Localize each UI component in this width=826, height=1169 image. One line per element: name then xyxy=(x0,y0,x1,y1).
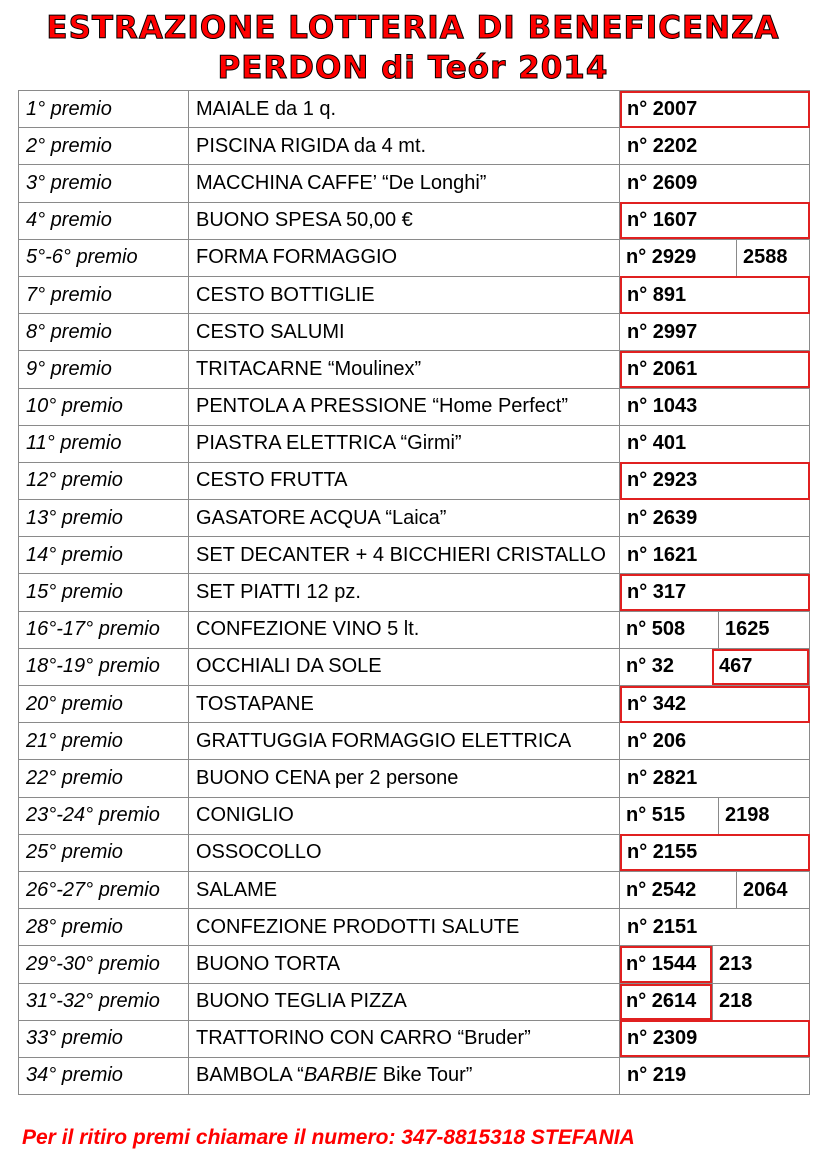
winning-number xyxy=(620,648,810,685)
table-row xyxy=(19,165,810,202)
table-row xyxy=(19,909,810,946)
prize-item: GRATTUGGIA FORMAGGIO ELETTRICA xyxy=(189,723,620,760)
winning-number-2: 2064 xyxy=(736,872,809,908)
prize-rank: 28° premio xyxy=(19,909,189,946)
table-row xyxy=(19,834,810,871)
winning-number: n° 2609 xyxy=(620,165,810,202)
winning-number: n° 2151 xyxy=(620,909,810,946)
prize-item: TRITACARNE “Moulinex” xyxy=(189,351,620,388)
winning-number: n° 2202 xyxy=(620,128,810,165)
table-row xyxy=(19,276,810,313)
prize-rank: 12° premio xyxy=(19,462,189,499)
table-row xyxy=(19,537,810,574)
prize-rank: 31°-32° premio xyxy=(19,983,189,1020)
winning-number-2: 2588 xyxy=(736,240,809,276)
prize-rank: 11° premio xyxy=(19,425,189,462)
prize-item: CONIGLIO xyxy=(189,797,620,834)
prize-rank: 7° premio xyxy=(19,276,189,313)
prize-rank: 25° premio xyxy=(19,834,189,871)
prize-item: TRATTORINO CON CARRO “Bruder” xyxy=(189,1020,620,1057)
winning-number: n° 2821 xyxy=(620,760,810,797)
winning-number-1: n° 2542 xyxy=(626,878,697,901)
winning-number: n° 2155 xyxy=(620,834,810,871)
winning-number: n° 891 xyxy=(620,276,810,313)
table-row xyxy=(19,351,810,388)
prize-rank: 4° premio xyxy=(19,202,189,239)
prize-rank: 5°-6° premio xyxy=(19,239,189,276)
prize-rank: 22° premio xyxy=(19,760,189,797)
prize-table xyxy=(18,90,810,1095)
prize-rank: 18°-19° premio xyxy=(19,648,189,685)
winning-number: n° 1043 xyxy=(620,388,810,425)
prize-item: CESTO FRUTTA xyxy=(189,462,620,499)
winning-number: n° 2997 xyxy=(620,314,810,351)
winning-number: n° 401 xyxy=(620,425,810,462)
winning-number: n° 342 xyxy=(620,686,810,723)
winning-number xyxy=(620,983,810,1020)
winning-number-1: n° 2929 xyxy=(626,246,697,269)
prize-rank: 21° premio xyxy=(19,723,189,760)
prize-rank: 16°-17° premio xyxy=(19,611,189,648)
prize-item: CESTO BOTTIGLIE xyxy=(189,276,620,313)
prize-item: FORMA FORMAGGIO xyxy=(189,239,620,276)
prize-item: TOSTAPANE xyxy=(189,686,620,723)
prize-item: BAMBOLA “BARBIE Bike Tour” xyxy=(189,1057,620,1094)
prize-item: PISCINA RIGIDA da 4 mt. xyxy=(189,128,620,165)
winning-number: n° 206 xyxy=(620,723,810,760)
table-row xyxy=(19,1020,810,1057)
prize-item: GASATORE ACQUA “Laica” xyxy=(189,500,620,537)
table-row xyxy=(19,462,810,499)
table-row xyxy=(19,946,810,983)
winning-number: n° 317 xyxy=(620,574,810,611)
table-row xyxy=(19,1057,810,1094)
prize-rank: 9° premio xyxy=(19,351,189,388)
winning-number: n° 1607 xyxy=(620,202,810,239)
winning-number: n° 2061 xyxy=(620,351,810,388)
prize-item: BUONO TORTA xyxy=(189,946,620,983)
prize-rank: 29°-30° premio xyxy=(19,946,189,983)
table-row xyxy=(19,797,810,834)
table-row xyxy=(19,239,810,276)
prize-rank: 14° premio xyxy=(19,537,189,574)
table-row xyxy=(19,723,810,760)
winning-number-1: n° 508 xyxy=(626,618,686,641)
winning-number: n° 1621 xyxy=(620,537,810,574)
table-row xyxy=(19,648,810,685)
table-row xyxy=(19,574,810,611)
prize-item: BUONO CENA per 2 persone xyxy=(189,760,620,797)
prize-rank: 20° premio xyxy=(19,686,189,723)
prize-rank: 23°-24° premio xyxy=(19,797,189,834)
prize-item: BUONO TEGLIA PIZZA xyxy=(189,983,620,1020)
title-line-2: PERDON di Teór 2014 xyxy=(217,50,609,86)
prize-item: SALAME xyxy=(189,871,620,908)
winning-number: n° 2923 xyxy=(620,462,810,499)
prize-rank: 33° premio xyxy=(19,1020,189,1057)
winning-number-1: n° 515 xyxy=(626,804,686,827)
prize-rank: 1° premio xyxy=(19,91,189,128)
prize-item: MAIALE da 1 q. xyxy=(189,91,620,128)
table-row xyxy=(19,871,810,908)
winning-number xyxy=(620,871,810,908)
table-row xyxy=(19,500,810,537)
prize-rank: 26°-27° premio xyxy=(19,871,189,908)
winning-number-1: n° 2614 xyxy=(620,984,712,1020)
winning-number-2: 213 xyxy=(712,946,809,982)
prize-rank: 13° premio xyxy=(19,500,189,537)
table-row xyxy=(19,128,810,165)
prize-item: SET DECANTER + 4 BICCHIERI CRISTALLO xyxy=(189,537,620,574)
table-row xyxy=(19,686,810,723)
winning-number: n° 2309 xyxy=(620,1020,810,1057)
prize-item: OSSOCOLLO xyxy=(189,834,620,871)
prize-item: MACCHINA CAFFE’ “De Longhi” xyxy=(189,165,620,202)
winning-number: n° 2007 xyxy=(620,91,810,128)
table-row xyxy=(19,611,810,648)
prize-item: CESTO SALUMI xyxy=(189,314,620,351)
winning-number-1: n° 32 xyxy=(626,655,675,678)
title-line-1: ESTRAZIONE LOTTERIA DI BENEFICENZA xyxy=(46,10,780,46)
table-row xyxy=(19,388,810,425)
prize-item: PIASTRA ELETTRICA “Girmi” xyxy=(189,425,620,462)
footer-contact: Per il ritiro premi chiamare il numero: 347-8815318 STEFANIA xyxy=(22,1126,635,1149)
table-row xyxy=(19,983,810,1020)
prize-item: CONFEZIONE VINO 5 lt. xyxy=(189,611,620,648)
prize-rank: 15° premio xyxy=(19,574,189,611)
winning-number xyxy=(620,611,810,648)
prize-rank: 3° premio xyxy=(19,165,189,202)
prize-item: PENTOLA A PRESSIONE “Home Perfect” xyxy=(189,388,620,425)
table-row xyxy=(19,202,810,239)
winning-number: n° 219 xyxy=(620,1057,810,1094)
prize-item: BUONO SPESA 50,00 € xyxy=(189,202,620,239)
table-row xyxy=(19,91,810,128)
winning-number-2: 218 xyxy=(712,984,809,1020)
prize-item: SET PIATTI 12 pz. xyxy=(189,574,620,611)
winning-number-1: n° 1544 xyxy=(620,946,712,982)
prize-item: CONFEZIONE PRODOTTI SALUTE xyxy=(189,909,620,946)
table-row xyxy=(19,425,810,462)
winning-number: n° 2639 xyxy=(620,500,810,537)
prize-rank: 8° premio xyxy=(19,314,189,351)
table-row xyxy=(19,760,810,797)
winning-number-2: 1625 xyxy=(718,612,809,648)
table-row xyxy=(19,314,810,351)
winning-number xyxy=(620,797,810,834)
winning-number xyxy=(620,239,810,276)
winning-number-2: 467 xyxy=(712,649,809,685)
prize-rank: 10° premio xyxy=(19,388,189,425)
winning-number xyxy=(620,946,810,983)
prize-item: OCCHIALI DA SOLE xyxy=(189,648,620,685)
prize-rank: 2° premio xyxy=(19,128,189,165)
winning-number-2: 2198 xyxy=(718,798,809,834)
prize-rank: 34° premio xyxy=(19,1057,189,1094)
